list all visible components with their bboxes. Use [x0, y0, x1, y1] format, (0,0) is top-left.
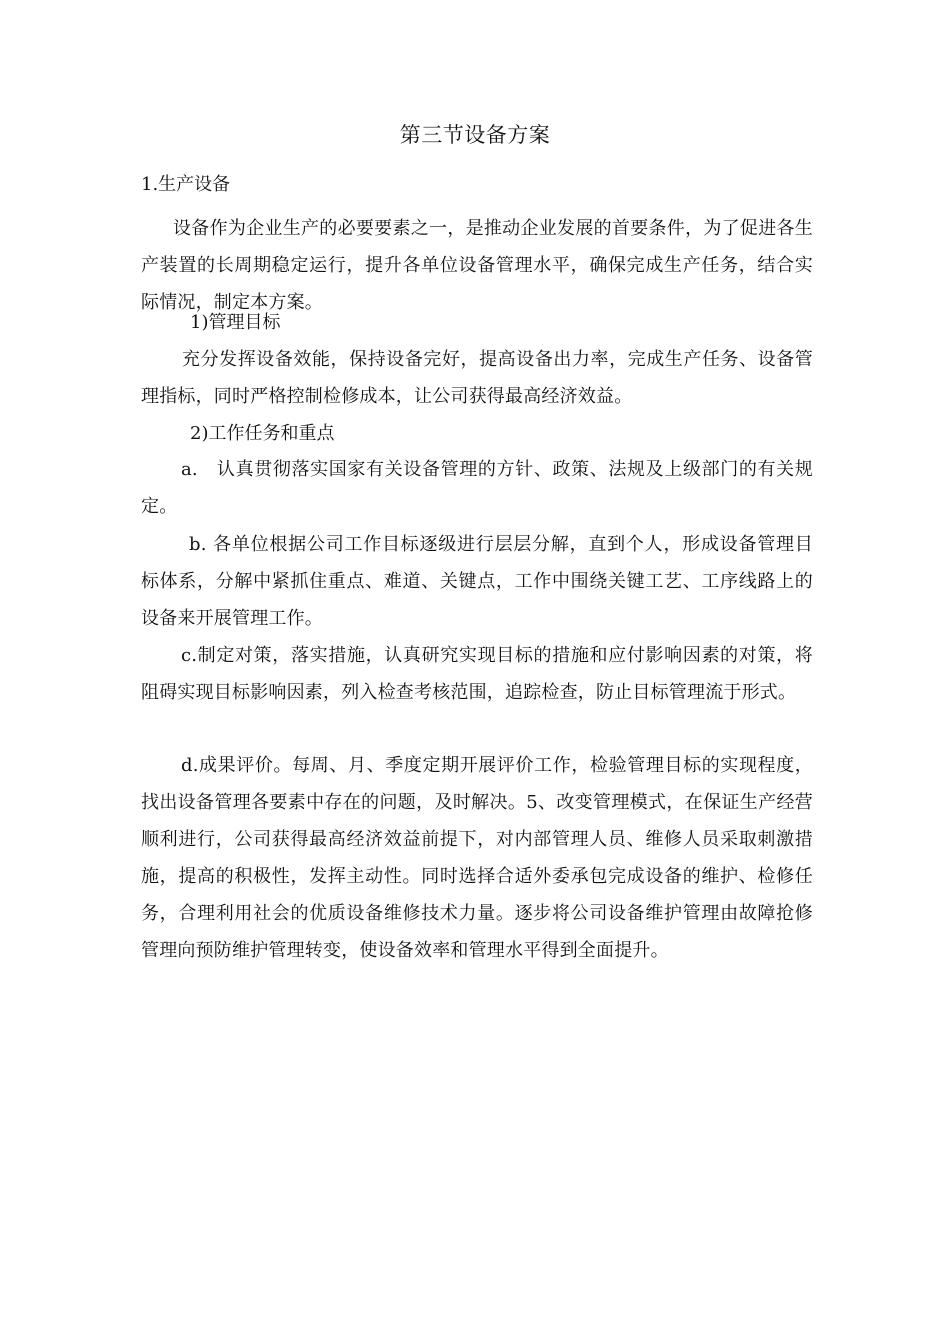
- intro-paragraph: 设备作为企业生产的必要要素之一，是推动企业发展的首要条件，为了促进各生产装置的长周期稳定运行，提升各单位设备管理水平，确保完成生产任务，结合实际情况，制定本方案。: [141, 218, 813, 313]
- list-item-c: c.制定对策，落实措施，认真研究实现目标的措施和应付影响因素的对策，将阻碍实现目标影响因素，列入检查考核范围，追踪检查，防止目标管理流于形式。: [141, 645, 813, 703]
- goal-paragraph: 充分发挥设备效能，保持设备完好，提高设备出力率，完成生产任务、设备管理指标，同时严格控制检修成本，让公司获得最高经济效益。: [141, 349, 813, 407]
- page-title: 第三节设备方案: [399, 123, 551, 147]
- subheading-management-goal: 1)管理目标: [190, 312, 281, 333]
- list-item-d: d.成果评价。每周、月、季度定期开展评价工作，检验管理目标的实现程度，找出设备管理各要素中存在的问题，及时解决。5、改变管理模式，在保证生产经营顺利进行，公司获得最高经济效益前提下，对内部管理人员、维修人员采取刺激措施，提高的积极性，发挥主动性。同时选择合适外委承包完成设备的维护、检修任务，合理利用社会的优质设备维修技术力量。逐步将公司设备维护管理由故障抢修管理向预防维护管理转变，使设备效率和管理水平得到全面提升。: [141, 755, 813, 961]
- section-heading-production-equipment: 1.生产设备: [141, 174, 231, 195]
- subheading-tasks-and-priorities: 2)工作任务和重点: [190, 423, 335, 444]
- list-item-b: b. 各单位根据公司工作目标逐级进行层层分解，直到个人，形成设备管理目标体系，分解中紧抓住重点、难道、关键点，工作中围绕关键工艺、工序线路上的设备来开展管理工作。: [141, 534, 813, 629]
- list-item-a: a. 认真贯彻落实国家有关设备管理的方针、政策、法规及上级部门的有关规定。: [141, 459, 813, 517]
